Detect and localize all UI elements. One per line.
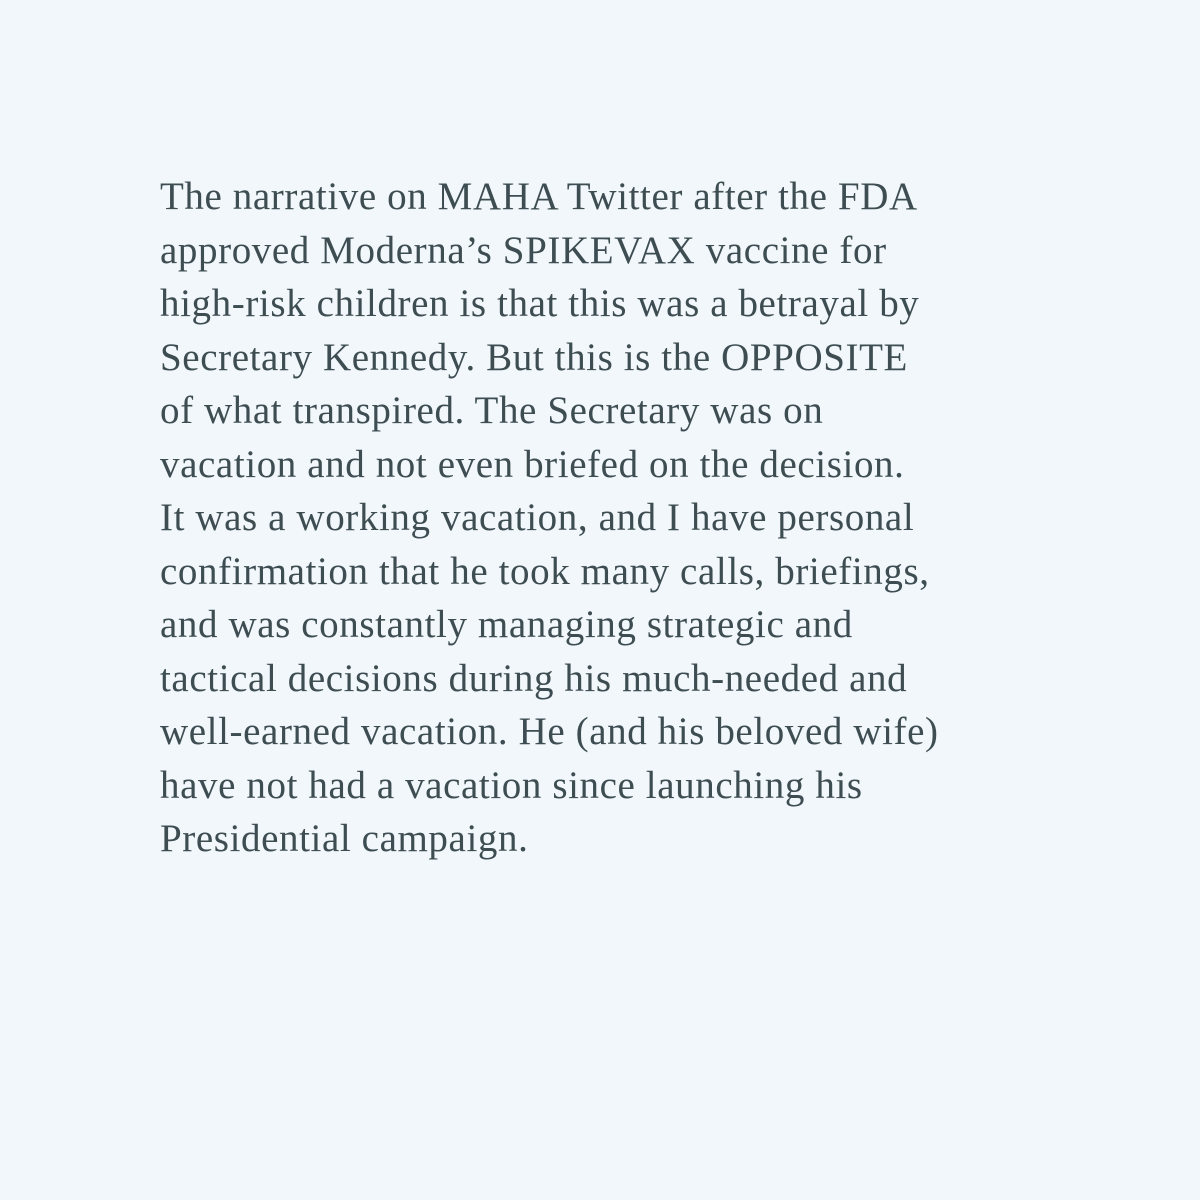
quote-line: high-risk children is that this was a betrayal by (160, 282, 920, 325)
quote-line: Secretary Kennedy. But this is the OPPOSITE (160, 335, 908, 379)
quote-line: and was constantly managing strategic and (160, 603, 853, 646)
quote-line: have not had a vacation since launching his (160, 763, 863, 807)
quote-line: vacation and not even briefed on the decision. (160, 442, 905, 486)
quote-line: tactical decisions during his much-needed and (160, 656, 908, 700)
quote-line: It was a working vacation, and I have personal (160, 496, 915, 539)
quote-line: The narrative on MAHA Twitter after the FDA (160, 175, 918, 218)
quote-line: well-earned vacation. He (and his beloved wife) (160, 710, 939, 753)
quote-line: confirmation that he took many calls, briefings, (160, 549, 930, 593)
quote-line: approved Moderna’s SPIKEVAX vaccine for (160, 228, 887, 272)
quote-line: Presidential campaign. (160, 817, 529, 860)
quote-line: of what transpired. The Secretary was on (160, 389, 824, 432)
quote-text (160, 170, 1080, 866)
